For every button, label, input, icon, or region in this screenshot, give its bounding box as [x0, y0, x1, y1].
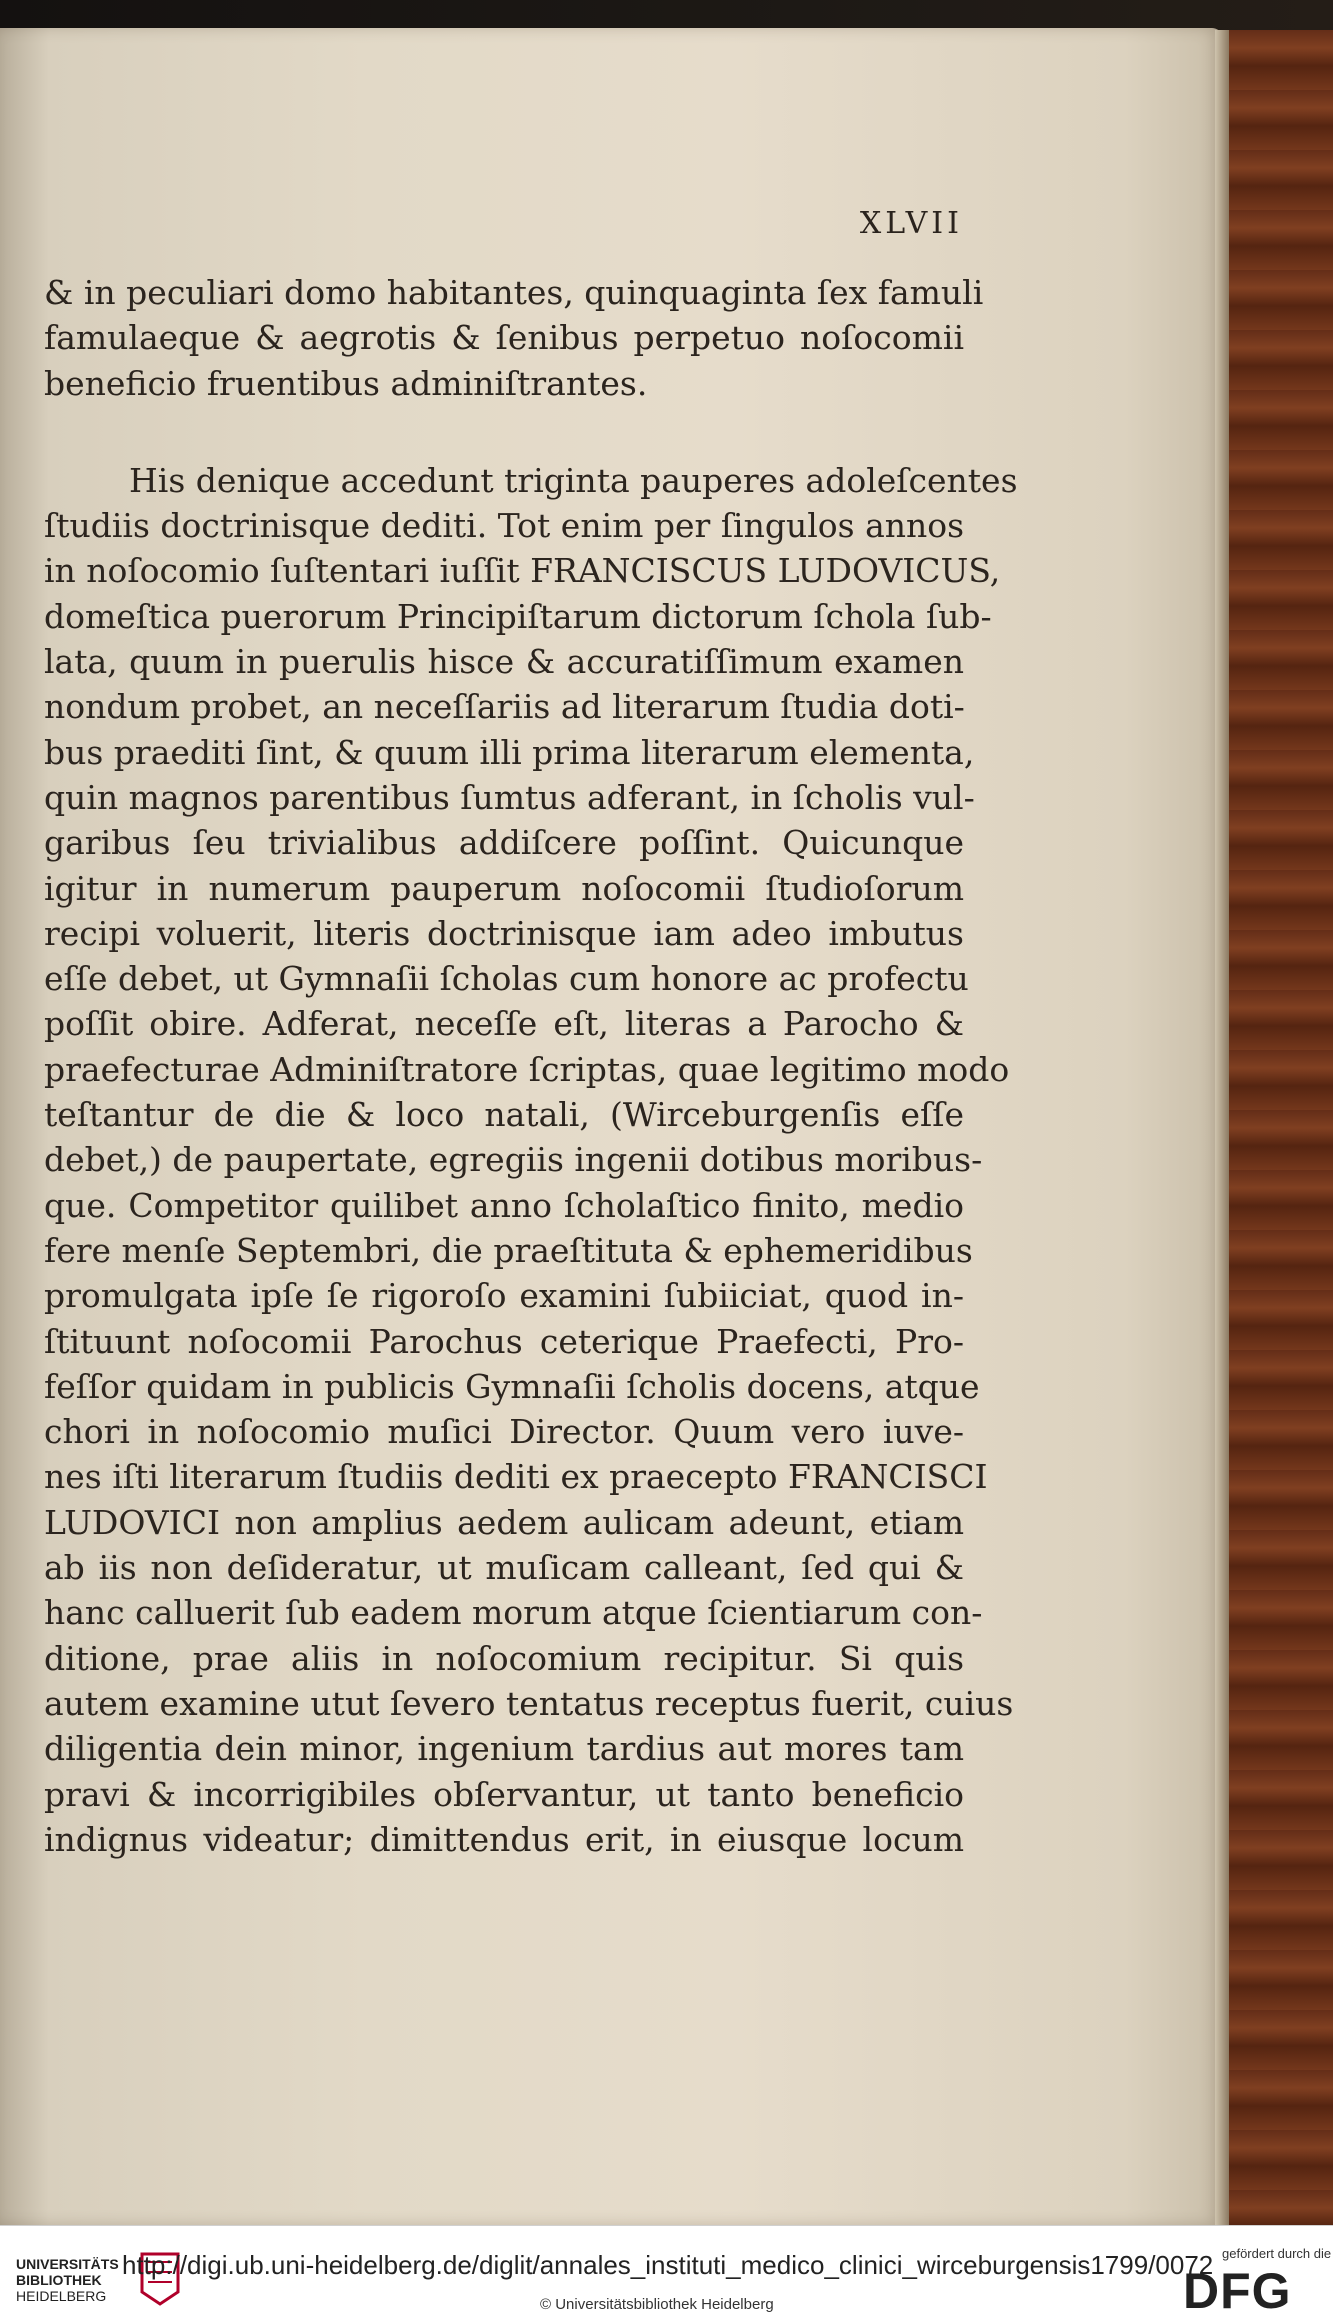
- text-line: recipi voluerit, literis doctrinisque iam adeo imbutus: [44, 913, 964, 953]
- text-line: bus praediti ſint, & quum illi prima literarum elementa,: [44, 732, 975, 772]
- text-line: nes iſti literarum ſtudiis dediti ex praecepto FRANCISCI: [44, 1457, 988, 1497]
- text-line: fere menſe Septembri, die praeſtituta & ephemeridibus: [44, 1230, 973, 1270]
- book-spine: [1222, 30, 1333, 2225]
- text-line: lata, quum in puerulis hisce & accuratiſſimum examen: [44, 642, 964, 682]
- text-line: feſſor quidam in publicis Gymnaſii ſcholis docens, atque: [44, 1366, 980, 1406]
- body-text: [44, 270, 1018, 1862]
- text-line: LUDOVICI non amplius aedem aulicam adeunt, etiam: [44, 1502, 964, 1542]
- footer-bar: [0, 2225, 1333, 2321]
- text-line: domeſtica puerorum Principiſtarum dictorum ſchola ſub-: [44, 596, 992, 636]
- text-line: ſtudiis doctrinisque dediti. Tot enim per ſingulos annos: [44, 506, 965, 546]
- text-line: promulgata ipſe ſe rigoroſo examini ſubiiciat, quod in-: [44, 1276, 964, 1316]
- text-line: ditione, prae aliis in noſocomium recipitur. Si quis: [44, 1638, 964, 1678]
- text-line: autem examine utut ſevero tentatus receptus fuerit, cuius: [44, 1683, 1014, 1723]
- text-line: praefecturae Adminiſtratore ſcriptas, quae legitimo modo: [44, 1049, 1010, 1089]
- text-line: chori in noſocomio muſici Director. Quum vero iuve-: [44, 1412, 964, 1452]
- copyright-notice: © Universitätsbibliothek Heidelberg: [540, 2296, 774, 2313]
- text-line: igitur in numerum pauperum noſocomii ſtudioſorum: [44, 868, 964, 908]
- text-line: garibus ſeu trivialibus addiſcere poſſint. Quicunque: [44, 823, 964, 863]
- text-line: & in peculiari domo habitantes, quinquaginta ſex famuli: [44, 273, 984, 312]
- paragraph-2: [44, 458, 1018, 1862]
- text-line: hanc calluerit ſub eadem morum atque ſcientiarum con-: [44, 1593, 983, 1633]
- library-logo-text: [16, 2256, 126, 2304]
- page-number: XLVII: [859, 206, 963, 241]
- text-line: nondum probet, an neceſſariis ad literarum ſtudia doti-: [44, 687, 965, 727]
- paragraph-gap: [44, 406, 964, 458]
- library-name-line: BIBLIOTHEK: [16, 2272, 102, 2288]
- text-line: diligentia dein minor, ingenium tardius aut mores tam: [44, 1729, 964, 1769]
- text-line: ab iis non deſideratur, ut muſicam calleant, ſed qui &: [44, 1548, 964, 1588]
- text-line: teſtantur de die & loco natali, (Wirceburgenſis eſſe: [44, 1095, 964, 1135]
- text-line: que. Competitor quilibet anno ſcholaſtico finito, medio: [44, 1185, 964, 1225]
- text-line: poſſit obire. Adferat, neceſſe eſt, literas a Parocho &: [44, 1004, 964, 1044]
- paragraph-1: [44, 270, 984, 406]
- text-line: beneficio fruentibus adminiſtrantes.: [44, 363, 648, 403]
- funder-label: gefördert durch die: [1222, 2246, 1332, 2261]
- library-name-line: HEIDELBERG: [16, 2288, 107, 2304]
- permalink-url[interactable]: http://digi.ub.uni-heidelberg.de/diglit/annales_instituti_medico_clinici_wirceburgensis1799/0072: [122, 2250, 1214, 2280]
- text-line: His denique accedunt triginta pauperes adoleſcentes: [129, 460, 1018, 500]
- page-edge: [1215, 30, 1229, 2225]
- text-line: ſtituunt noſocomii Parochus ceterique Praefecti, Pro-: [44, 1321, 964, 1361]
- text-line: indignus videatur; dimittendus erit, in eiusque locum: [44, 1819, 964, 1859]
- text-line: in noſocomio ſuſtentari iuſſit FRANCISCUS LUDOVICUS,: [44, 551, 1001, 591]
- text-line: quin magnos parentibus ſumtus adferant, in ſcholis vul-: [44, 777, 975, 817]
- text-line: famulaeque & aegrotis & ſenibus perpetuo noſocomii: [44, 318, 964, 358]
- text-line: eſſe debet, ut Gymnaſii ſcholas cum honore ac profectu: [44, 959, 969, 999]
- text-line: debet,) de paupertate, egregiis ingenii dotibus moribus-: [44, 1140, 983, 1180]
- library-name-line: UNIVERSITÄTS: [16, 2256, 119, 2272]
- dfg-logo: DFG: [1183, 2263, 1292, 2319]
- text-line: pravi & incorrigibiles obſervantur, ut tanto beneficio: [44, 1774, 964, 1814]
